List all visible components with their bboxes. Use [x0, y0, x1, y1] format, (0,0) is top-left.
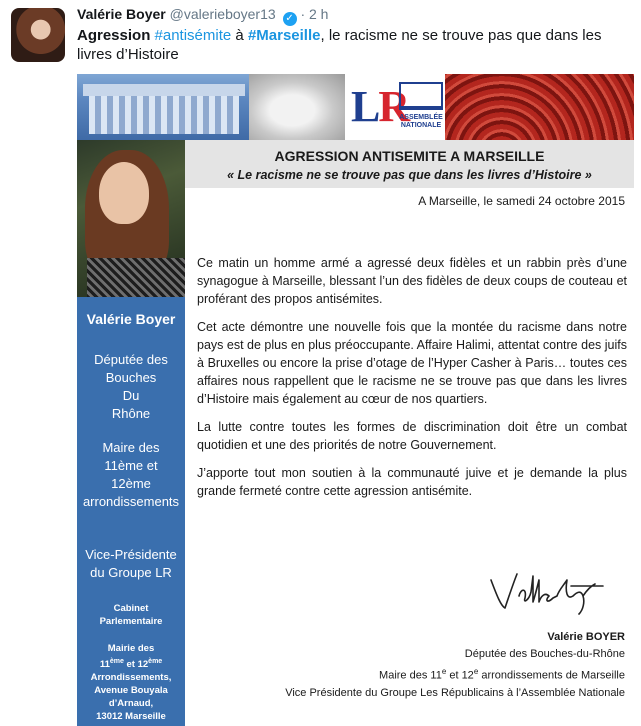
- signature-name: Valérie BOYER: [547, 631, 625, 643]
- hashtag-marseille[interactable]: #Marseille: [247, 27, 321, 44]
- banner: [77, 74, 634, 140]
- author-handle[interactable]: @valerieboyer13: [169, 6, 276, 22]
- sidebar-vp: Vice-Présidente du Groupe LR: [85, 547, 177, 580]
- tweet-text: [77, 26, 627, 64]
- sidebar-cabinet: Cabinet Parlementaire: [99, 603, 163, 627]
- tweet-media-image[interactable]: [77, 74, 634, 726]
- tweet-meta: [77, 6, 328, 26]
- press-date: A Marseille, le samedi 24 octobre 2015: [418, 194, 625, 208]
- lr-logo: LR: [351, 82, 409, 131]
- author-name[interactable]: Valérie Boyer: [77, 6, 166, 22]
- statue-image: [249, 74, 345, 140]
- tweet-time[interactable]: · 2 h: [300, 6, 329, 22]
- sidebar-name: Valérie Boyer: [86, 311, 176, 327]
- paragraph: Cet acte démontre une nouvelle fois que la montée du racisme dans notre pays est de plus en plus préoccupante. Affaire Halimi, attentat contre des juifs à Bruxelles ou encore la prise d’otage de l’Hyper Casher à Paris… toutes ces affaires nous rappellent que le racisme ne se trouve pas que dans les livres d’Histoire mais également au cœur de nos quartiers.: [197, 320, 627, 406]
- sidebar-address: Mairie des 11ème et 12ème Arrondissements, Avenue Bouyala d’Arnaud, 13012 Marseille: [90, 643, 172, 723]
- logos: [345, 74, 445, 140]
- press-subtitle: « Le racisme ne se trouve pas que dans les livres d’Histoire »: [227, 168, 592, 182]
- verified-icon: ✓: [283, 12, 297, 26]
- signature-line: Députée des Bouches-du-Rhône: [464, 648, 625, 660]
- sidebar-mayor: Maire des 11ème et 12ème arrondissements: [82, 440, 180, 509]
- handwritten-signature: [487, 566, 607, 616]
- assembly-building-image: [77, 74, 249, 140]
- paragraph: La lutte contre toutes les formes de discrimination doit être un combat quotidien et une des priorités de notre Gouvernement.: [197, 420, 627, 452]
- assemblee-nationale-logo: [397, 80, 445, 134]
- tweet-text-bold: Agression: [77, 27, 151, 44]
- paragraph: Ce matin un homme armé a agressé deux fidèles et un rabbin près d’une synagogue à Marseille, blessant l’un des fidèles de deux coups de couteau et proférant des propos antisémites.: [197, 256, 627, 306]
- signature-line: Vice Présidente du Groupe Les Républicains à l’Assemblée Nationale: [285, 686, 625, 699]
- portrait-photo: [77, 140, 185, 297]
- signature-line: Maire des 11e et 12e arrondissements de Marseille: [379, 667, 625, 682]
- assembly-icon: [399, 82, 443, 110]
- paragraph: J’apporte tout mon soutien à la communauté juive et je demande la plus grande fermeté contre cette agression antisémite.: [197, 466, 627, 498]
- signature-block: [185, 629, 625, 702]
- hashtag-antisemite[interactable]: #antisémite: [154, 27, 232, 44]
- tweet-text-part: , le racisme ne se trouve pas que dans les livres d’Histoire: [77, 27, 602, 63]
- avatar[interactable]: [11, 8, 65, 62]
- press-title: AGRESSION ANTISEMITE A MARSEILLE: [274, 148, 545, 164]
- press-body: [197, 254, 627, 510]
- assemblee-nationale-label: ASSEMBLÉE NATIONALE: [399, 114, 443, 129]
- title-bar: [185, 140, 634, 188]
- sidebar: [77, 297, 185, 726]
- sidebar-deputy: Députée des Bouches Du Rhône: [94, 352, 168, 421]
- hemicycle-seats-image: [445, 74, 634, 140]
- tweet-text-part: à: [231, 27, 248, 44]
